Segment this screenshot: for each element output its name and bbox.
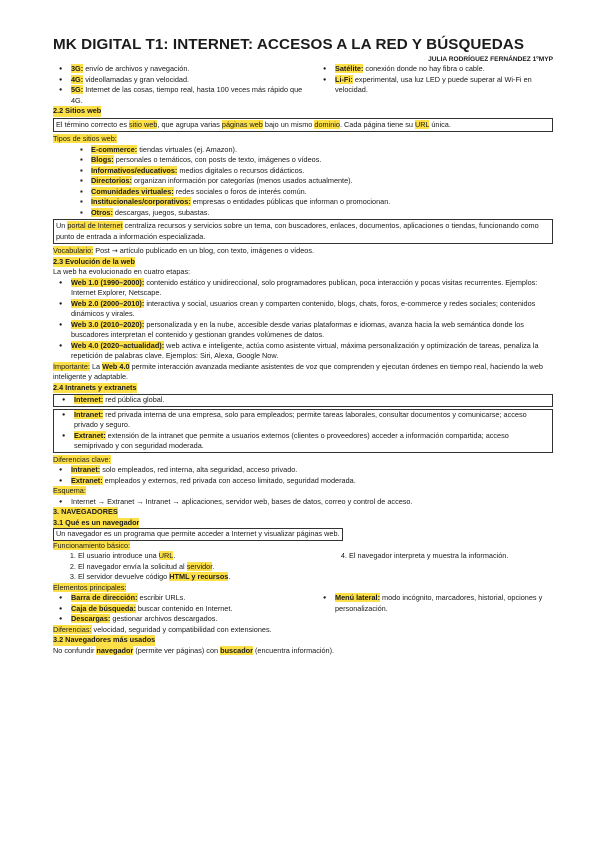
list-item: ● Web 3.0 (2010–2020): personalizada y en la nube, accesible desde varias plataformas e idiomas, avanza hacia la web semántica donde los buscadores interpretan el contenido y gestionan grandes volúmenes de datos. — [71, 320, 553, 341]
subheading: Funcionamiento básico: — [53, 540, 131, 550]
web-stages-list — [53, 278, 553, 362]
differences-line: Diferencias: velocidad, seguridad y compatibilidad con extensiones. — [53, 624, 272, 634]
list-item: ● Web 4.0 (2020–actualidad): web activa e inteligente, actúa como asistente virtual, máxima personalización y optimización de tareas, penaliza la repetición de palabras clave. Ejemplos: Siri, Alexa, Google Now. — [71, 341, 553, 362]
list-item: ▪ Comunidades virtuales: redes sociales o foros de interés común. — [91, 187, 553, 198]
list-item: 1. El usuario introduce una URL. — [78, 551, 315, 562]
definition-box: Un navegador es un programa que permite acceder a Internet y visualizar páginas web. — [53, 528, 343, 541]
list-item: ▪ E-commerce: tiendas virtuales (ej. Amazon). — [91, 145, 553, 156]
list-item: ● Li-Fi: experimental, usa luz LED y puede superar al Wi-Fi en velocidad. — [335, 75, 553, 96]
list-item: ▪ Otros: descargas, juegos, subastas. — [91, 208, 553, 219]
list-item: ● Caja de búsqueda: buscar contenido en Internet. — [71, 604, 305, 615]
networks-box — [53, 394, 553, 407]
list-item: ● Barra de dirección: escribir URLs. — [71, 593, 305, 604]
important-note: Importante: La Web 4.0 permite interacción avanzada mediante asistentes de voz que comprenden y ejecutan órdenes en tiempo real, haciendo la web inteligente y adaptable. — [53, 361, 543, 381]
elements-columns — [53, 593, 553, 625]
list-item: ● 5G: Internet de las cosas, tiempo real, hasta 100 veces más rápido que 4G. — [71, 85, 305, 106]
differences-list — [53, 465, 553, 486]
list-item: ● Satélite: conexión donde no hay fibra o cable. — [335, 64, 553, 75]
list-item: ▪ Directorios: organizan información por categorías (menos usados actualmente). — [91, 176, 553, 187]
network-list-left — [53, 64, 305, 106]
subheading: Elementos principales: — [53, 582, 127, 592]
elements-list-right — [317, 593, 553, 614]
elements-list-left — [53, 593, 305, 625]
network-types — [53, 64, 553, 106]
list-item: ▪ Blogs: personales o temáticos, con posts de texto, imágenes o vídeos. — [91, 155, 553, 166]
list-item: ● Intranet: solo empleados, red interna, alta seguridad, acceso privado. — [71, 465, 553, 476]
subheading: Esquema: — [53, 486, 86, 495]
list-item: 2. El navegador envía la solicitud al servidor. — [78, 562, 315, 573]
list-item: ● Intranet: red privada interna de una empresa, solo para empleados; permite tareas laborales, consultar documentos y comunicarse; acceso privado y seguro. — [74, 410, 550, 431]
list-item: ● Extranet: extensión de la intranet que permite a usuarios externos (clientes o proveedores) acceder a información compartida; acceso semiprivado y con seguridad moderada. — [74, 431, 550, 452]
arrow-icon: → — [111, 247, 118, 255]
list-item: ● Web 2.0 (2000–2010): interactiva y social, usuarios crean y comparten contenido, blogs, chats, foros, e-commerce y redes sociales; contenidos dinámicos y virales. — [71, 299, 553, 320]
subheading: Diferencias clave: — [53, 454, 111, 464]
list-item: ● Menú lateral: modo incógnito, marcadores, historial, opciones y personalización. — [335, 593, 553, 614]
list-item: 3. El servidor devuelve código HTML y recursos. — [78, 572, 315, 583]
site-types-list — [53, 145, 553, 219]
network-list-right — [317, 64, 553, 96]
definition-box: El término correcto es sitio web, que agrupa varias páginas web bajo un mismo dominio. Cada página tiene su URL única. — [53, 118, 553, 133]
scheme-list — [53, 497, 553, 508]
document-title: MK DIGITAL T1: INTERNET: ACCESOS A LA RED Y BÚSQUEDAS — [53, 36, 525, 53]
list-item: ● Internet → Extranet → Intranet → aplicaciones, servidor web, bases de datos, correo y control de acceso. — [71, 497, 553, 508]
author-line: JULIA RODRÍGUEZ FERNÁNDEZ 1ºMYP — [428, 56, 553, 63]
steps-columns — [53, 551, 553, 583]
list-item: ▪ Informativos/educativos: medios digitales o recursos didácticos. — [91, 166, 553, 177]
list-item: 4. El navegador interpreta y muestra la información. — [349, 551, 553, 562]
intro-text: La web ha evolucionado en cuatro etapas: — [53, 267, 191, 276]
list-item: ▪ Institucionales/corporativos: empresas o entidades públicas que informan o promocionan. — [91, 197, 553, 208]
vocabulary-line: Vocabulario: Post → artículo publicado en un blog, con texto, imágenes o vídeos. — [53, 246, 315, 255]
steps-list-continued — [327, 551, 553, 562]
list-item: ● Descargas: gestionar archivos descargados. — [71, 614, 305, 625]
list-item: ● Web 1.0 (1990–2000): contenido estático y unidireccional, solo programadores publican, poca interacción y pocas visitas recurrentes. Ejemplos: Internet Explorer, Netscape. — [71, 278, 553, 299]
list-item: ● Extranet: empleados y externos, red privada con acceso limitado, seguridad moderada. — [71, 476, 553, 487]
portal-box: Un portal de Internet centraliza recursos y servicios sobre un tema, con buscadores, enlaces, documentos, aplicaciones o tiendas, funcionando como punto de entrada a información especializada. — [53, 219, 553, 244]
section-heading: 3.1 Qué es un navegador — [53, 517, 140, 527]
steps-list — [53, 551, 315, 583]
closing-line: No confundir navegador (permite ver páginas) con buscador (encuentra información). — [53, 645, 335, 655]
subheading: Tipos de sitios web: — [53, 134, 117, 143]
section-heading: 3. NAVEGADORES — [53, 507, 118, 516]
section-heading: 2.2 Sitios web — [53, 106, 102, 115]
list-item: ● 4G: videollamadas y gran velocidad. — [71, 75, 305, 86]
networks-box — [53, 409, 553, 453]
list-item: ● 3G: envío de archivos y navegación. — [71, 64, 305, 75]
section-heading: 2.3 Evolución de la web — [53, 256, 135, 266]
section-heading: 3.2 Navegadores más usados — [53, 635, 156, 644]
list-item: ● Internet: red pública global. — [74, 395, 550, 406]
section-heading: 2.4 Intranets y extranets — [53, 382, 137, 392]
